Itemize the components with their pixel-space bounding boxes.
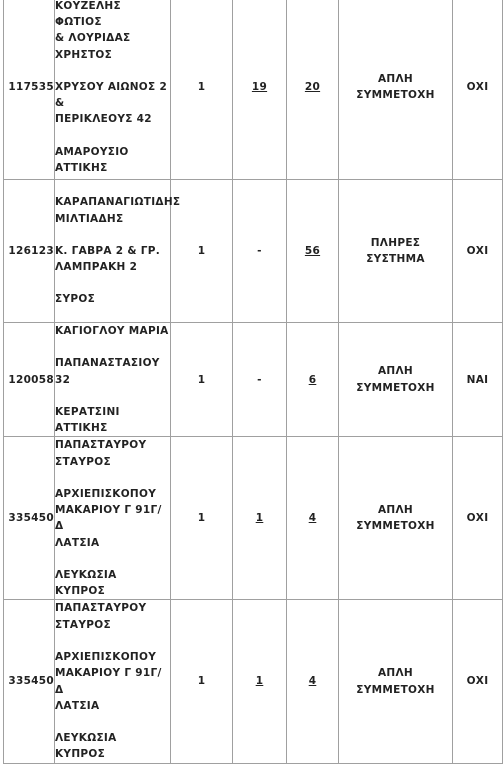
count-link-cell <box>233 180 287 323</box>
agency-code-cell <box>4 180 55 323</box>
participation-line: ΣΥΜΜΕΤΟΧΗ <box>356 683 435 696</box>
street-address-line: ΑΡΧΙΕΠΙΣΚΟΠΟΥ <box>55 487 157 500</box>
flag-value: ΟΧΙ <box>466 80 489 93</box>
street-address-line: ΧΡΥΣΟΥ ΑΙΩΝΟΣ 2 & <box>55 80 168 110</box>
agency-code-cell <box>4 0 55 180</box>
flag-value: ΝΑΙ <box>466 373 489 386</box>
address-spacer <box>55 275 170 291</box>
owner-name-line: ΣΤΑΥΡΟΣ <box>55 455 111 468</box>
agency-address-cell <box>55 437 171 600</box>
agents-table <box>3 0 503 764</box>
participation-line: ΣΥΣΤΗΜΑ <box>366 253 425 265</box>
participation-line: ΑΠΛΗ <box>377 504 414 517</box>
total-link[interactable]: 6 <box>308 373 317 386</box>
agency-code: 335450 <box>8 675 54 688</box>
participation-line: ΣΥΜΜΕΤΟΧΗ <box>356 89 435 101</box>
count-value: - <box>257 373 262 386</box>
street-address-line: ΠΕΡΙΚΛΕΟΥΣ 42 <box>55 113 152 126</box>
count-cell <box>171 323 233 437</box>
owner-name-line: ΜΙΛΤΙΑΔΗΣ <box>55 212 124 225</box>
total-link-cell[interactable] <box>287 180 339 323</box>
participation-line: ΑΠΛΗ <box>377 72 414 85</box>
participation-cell <box>339 437 453 600</box>
total-link-cell[interactable] <box>287 323 339 437</box>
count-cell <box>171 437 233 600</box>
participation-cell <box>339 180 453 323</box>
owner-name-line: ΚΑΡΑΠΑΝΑΓΙΩΤΙΔΗΣ <box>55 196 181 209</box>
table-body <box>4 0 503 763</box>
count-value: 1 <box>197 80 206 93</box>
street-address-line: ΜΑΚΑΡΙΟΥ Γ 91Γ/Δ <box>55 667 162 696</box>
total-link[interactable]: 56 <box>304 244 321 257</box>
table-row <box>4 600 503 763</box>
agency-address-cell <box>55 0 171 180</box>
flag-cell <box>453 0 503 180</box>
city-line: ΑΜΑΡΟΥΣΙΟ <box>55 145 129 158</box>
agency-code: 126123 <box>8 244 54 257</box>
agency-code: 335450 <box>8 512 54 525</box>
address-spacer <box>55 714 170 730</box>
agency-code: 120058 <box>8 373 54 386</box>
table-row <box>4 323 503 437</box>
total-link[interactable]: 4 <box>308 675 317 688</box>
flag-cell <box>453 437 503 600</box>
count-value: 1 <box>197 512 206 525</box>
count-link[interactable]: 19 <box>251 80 268 93</box>
total-link-cell[interactable] <box>287 437 339 600</box>
city-line: ΣΥΡΟΣ <box>55 293 96 306</box>
participation-line: ΠΛΗΡΕΣ <box>370 236 421 249</box>
city-line: ΛΕΥΚΩΣΙΑ ΚΥΠΡΟΣ <box>55 568 117 598</box>
flag-value: ΟΧΙ <box>466 512 489 525</box>
street-address-line: ΜΑΚΑΡΙΟΥ Γ 91Γ/Δ <box>55 504 162 533</box>
agency-address-cell <box>55 600 171 763</box>
owner-name-line: ΠΑΠΑΣΤΑΥΡΟΥ <box>55 439 147 452</box>
owner-name-line: ΚΟΥΖΕΛΗΣ ΦΩΤΙΟΣ <box>55 0 121 29</box>
agency-code-cell <box>4 323 55 437</box>
address-spacer <box>55 470 170 486</box>
city-line: ΚΕΡΑΤΣΙΝΙ ΑΤΤΙΚΗΣ <box>55 405 120 435</box>
address-spacer <box>55 633 170 649</box>
agency-code-cell <box>4 437 55 600</box>
participation-line: ΑΠΛΗ <box>377 667 414 680</box>
flag-cell <box>453 323 503 437</box>
agency-code: 117535 <box>8 80 54 93</box>
address-spacer <box>55 227 170 243</box>
participation-line: ΣΥΜΜΕΤΟΧΗ <box>356 520 435 533</box>
count-link-cell[interactable] <box>233 600 287 763</box>
count-value: 1 <box>197 675 206 688</box>
count-link[interactable]: 1 <box>255 675 264 688</box>
count-link-cell <box>233 323 287 437</box>
count-value: 1 <box>197 373 206 386</box>
participation-line: ΑΠΛΗ <box>377 365 414 378</box>
owner-name-line: ΣΤΑΥΡΟΣ <box>55 618 111 631</box>
street-address-line: Κ. ΓΑΒΡΑ 2 & ΓΡ. <box>55 244 161 257</box>
participation-cell <box>339 323 453 437</box>
street-address-line: ΠΑΠΑΝΑΣΤΑΣΙΟΥ 32 <box>55 357 160 386</box>
count-cell <box>171 0 233 180</box>
street-address-line: ΛΑΤΣΙΑ <box>55 536 100 549</box>
table-row <box>4 180 503 323</box>
street-address-line: ΛΑΤΣΙΑ <box>55 699 100 712</box>
count-value: - <box>257 244 262 257</box>
flag-value: ΟΧΙ <box>466 675 489 688</box>
total-link-cell[interactable] <box>287 600 339 763</box>
owner-name-line: ΧΡΗΣΤΟΣ <box>55 48 113 61</box>
city-line: ΑΤΤΙΚΗΣ <box>55 161 108 174</box>
street-address-line: ΑΡΧΙΕΠΙΣΚΟΠΟΥ <box>55 650 157 663</box>
street-address-line: ΛΑΜΠΡΑΚΗ 2 <box>55 261 138 274</box>
count-value: 1 <box>197 244 206 257</box>
total-link[interactable]: 4 <box>308 512 317 525</box>
address-spacer <box>55 339 170 355</box>
address-spacer <box>55 128 170 144</box>
flag-value: ΟΧΙ <box>466 244 489 257</box>
owner-name-line: ΚΑΓΙΟΓΛΟΥ ΜΑΡΙΑ <box>55 325 169 337</box>
address-spacer <box>55 388 170 404</box>
address-spacer <box>55 551 170 567</box>
address-spacer <box>55 63 170 79</box>
flag-cell <box>453 600 503 763</box>
flag-cell <box>453 180 503 323</box>
count-link-cell[interactable] <box>233 437 287 600</box>
participation-cell <box>339 0 453 180</box>
count-link[interactable]: 1 <box>255 512 264 525</box>
agency-address-cell <box>55 180 181 323</box>
agency-code-cell <box>4 600 55 763</box>
agency-address-cell <box>55 323 171 437</box>
total-link[interactable]: 20 <box>304 80 321 93</box>
participation-cell <box>339 600 453 763</box>
table-row <box>4 437 503 600</box>
table-row <box>4 0 503 180</box>
owner-name-line: ΠΑΠΑΣΤΑΥΡΟΥ <box>55 602 147 615</box>
participation-line: ΣΥΜΜΕΤΟΧΗ <box>356 381 435 394</box>
city-line: ΛΕΥΚΩΣΙΑ ΚΥΠΡΟΣ <box>55 732 117 761</box>
count-link-cell[interactable] <box>233 0 287 180</box>
total-link-cell[interactable] <box>287 0 339 180</box>
count-cell <box>171 600 233 763</box>
owner-name-line: & ΛΟΥΡΙΔΑΣ <box>55 32 131 45</box>
